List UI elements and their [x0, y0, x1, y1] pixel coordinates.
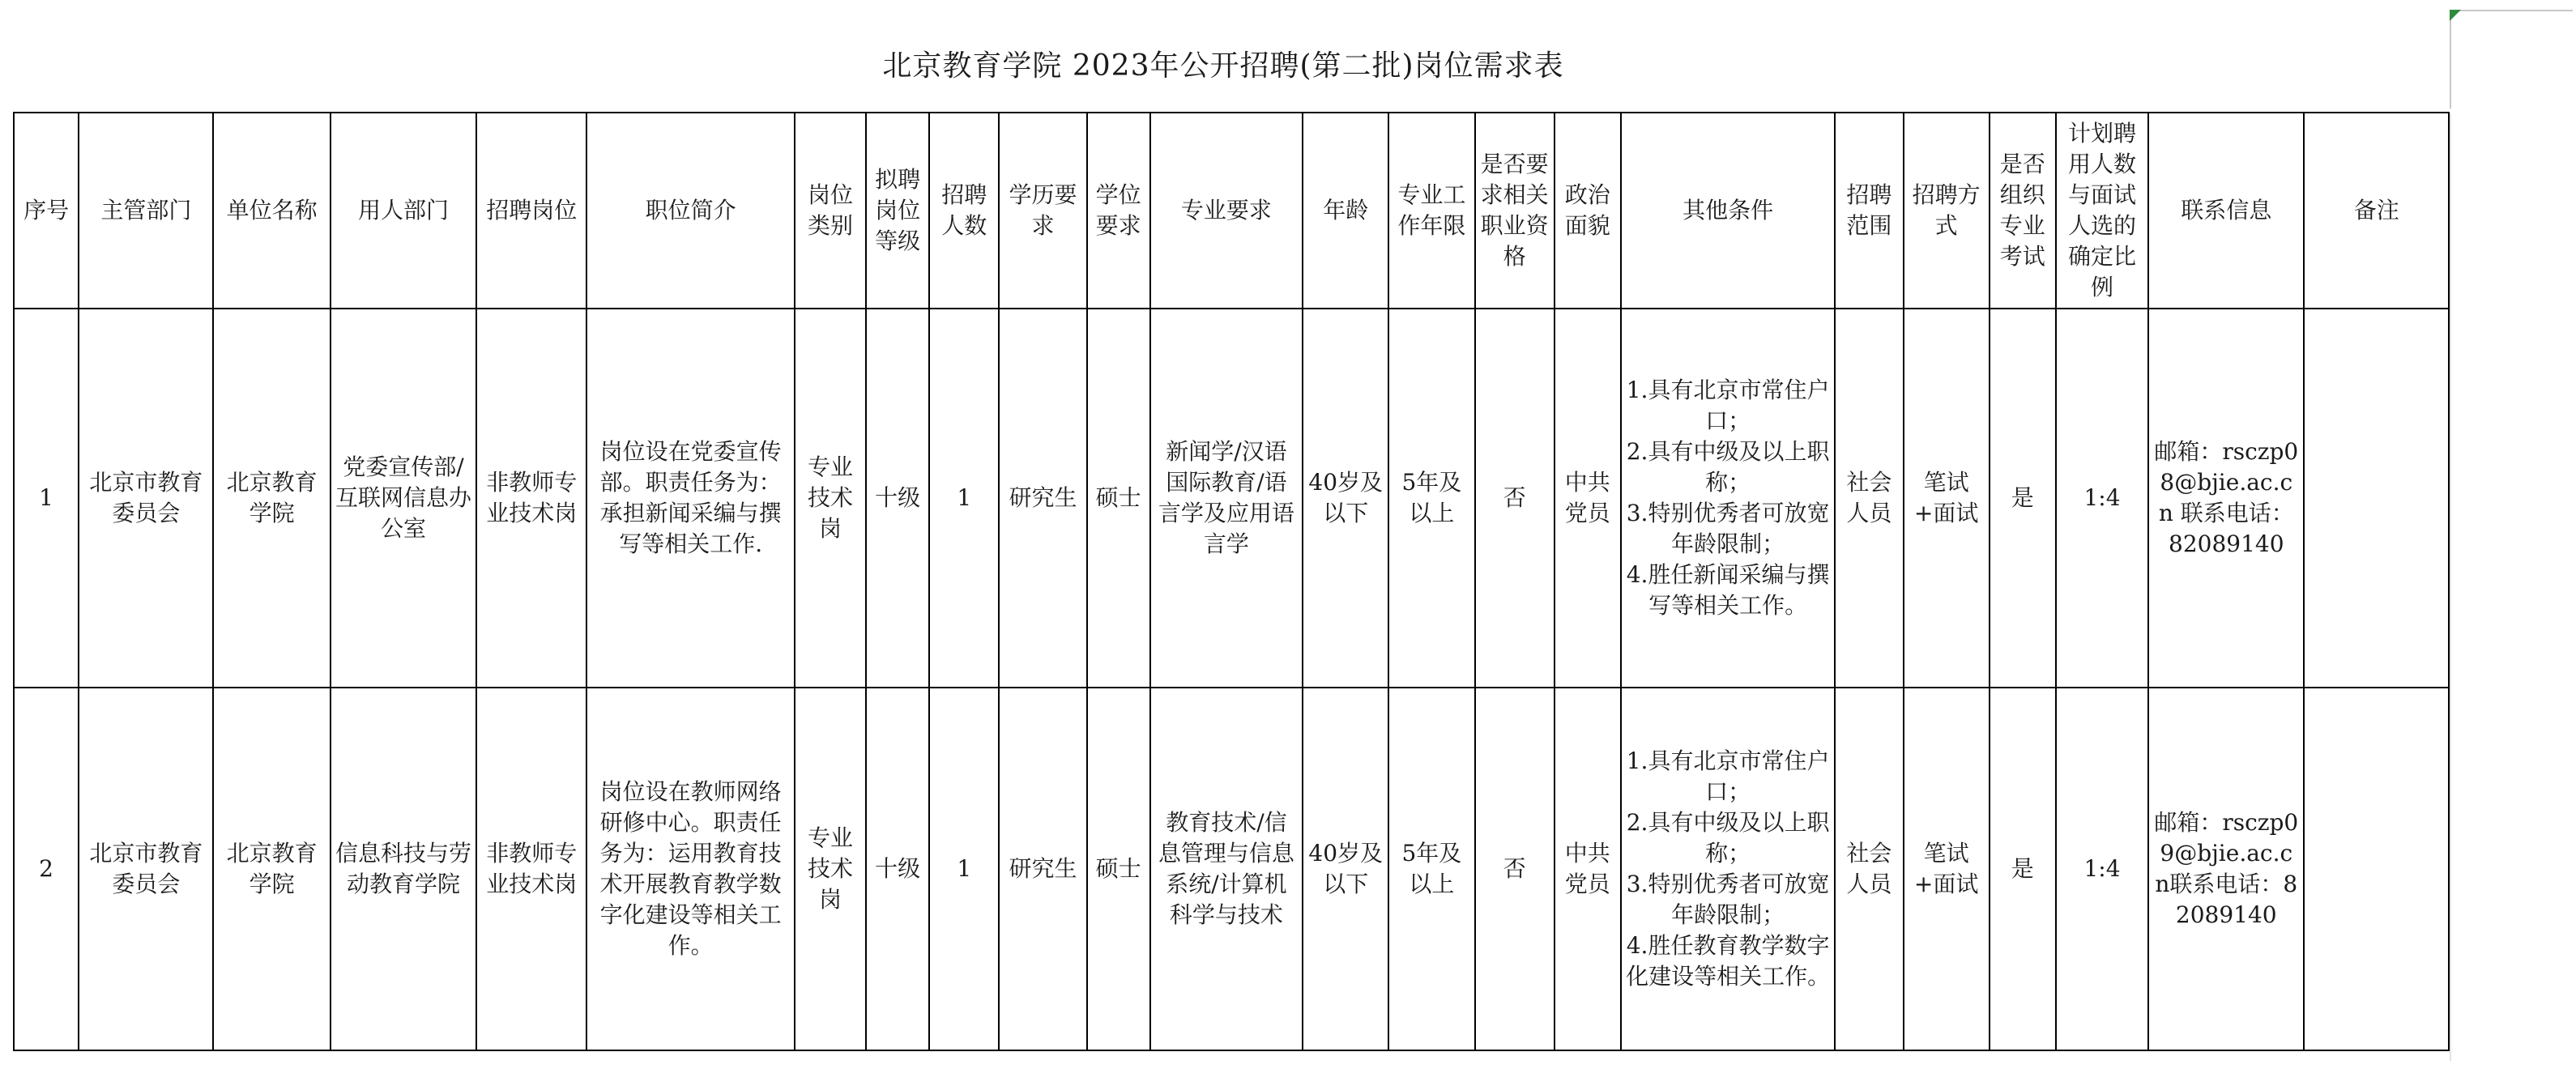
cell-remark: [2304, 309, 2449, 688]
table-row: [14, 688, 2449, 1050]
cell-cert: 否: [1475, 309, 1555, 688]
condition-line: 3.特别优秀者可放宽年龄限制；: [1626, 500, 1830, 557]
cell-method: 笔试+面试: [1904, 309, 1990, 688]
sheet-corner-flag-icon: [2450, 10, 2461, 21]
cell-other: [1621, 309, 1836, 688]
cell-contact: 邮箱：rsczp08@bjie.ac.cn 联系电话：82089140: [2148, 309, 2304, 688]
header-cell: 政治面貌: [1555, 113, 1621, 309]
cell-scope: 社会人员: [1835, 688, 1903, 1050]
cell-major: 新闻学/汉语国际教育/语言学及应用语言学: [1150, 309, 1303, 688]
header-cell: 序号: [14, 113, 79, 309]
header-cell: 拟聘岗位等级: [866, 113, 929, 309]
header-cell: 岗位类别: [795, 113, 866, 309]
cell-level: 十级: [866, 688, 929, 1050]
header-cell: 单位名称: [213, 113, 330, 309]
cell-dept: 北京市教育委员会: [79, 309, 213, 688]
condition-line: 2.具有中级及以上职称；: [1626, 438, 1830, 496]
header-cell: 职位简介: [586, 113, 795, 309]
cell-level: 十级: [866, 309, 929, 688]
cell-edu: 研究生: [999, 309, 1086, 688]
cell-political: 中共党员: [1555, 309, 1621, 688]
cell-user-dept: 党委宣传部/互联网信息办公室: [331, 309, 476, 688]
cell-count: 1: [929, 309, 999, 688]
condition-line: 2.具有中级及以上职称；: [1626, 809, 1830, 867]
header-cell: 备注: [2304, 113, 2449, 309]
cell-exam: 是: [1990, 688, 2056, 1050]
header-row: [14, 113, 2449, 309]
cell-cert: 否: [1475, 688, 1555, 1050]
condition-line: 4.胜任教育教学数字化建设等相关工作。: [1626, 932, 1831, 990]
header-cell: 学位要求: [1087, 113, 1150, 309]
header-cell: 招聘岗位: [476, 113, 586, 309]
cell-years: 5年及以上: [1388, 309, 1474, 688]
header-cell: 招聘方式: [1904, 113, 1990, 309]
header-cell: 是否要求相关职业资格: [1475, 113, 1555, 309]
cell-years: 5年及以上: [1388, 688, 1474, 1050]
cell-category: 专业技术岗: [795, 688, 866, 1050]
recruitment-table: [13, 112, 2450, 1051]
cell-desc: 岗位设在教师网络研修中心。职责任务为：运用教育技术开展教育教学数字化建设等相关工作。: [586, 688, 795, 1050]
condition-line: 3.特别优秀者可放宽年龄限制；: [1626, 871, 1830, 928]
condition-line: 4.胜任新闻采编与撰写等相关工作。: [1626, 561, 1830, 619]
sheet-gridline: [2450, 113, 2451, 1061]
cell-other: [1621, 688, 1836, 1050]
cell-position: 非教师专业技术岗: [476, 309, 586, 688]
cell-unit: 北京教育学院: [213, 309, 330, 688]
header-cell: 联系信息: [2148, 113, 2304, 309]
cell-remark: [2304, 688, 2449, 1050]
table-row: [14, 309, 2449, 688]
condition-line: 1.具有北京市常住户口；: [1626, 747, 1830, 805]
page-title: 北京教育学院 2023年公开招聘(第二批)岗位需求表: [882, 49, 1564, 83]
cell-edu: 研究生: [999, 688, 1086, 1050]
header-cell: 学历要求: [999, 113, 1086, 309]
cell-unit: 北京教育学院: [213, 688, 330, 1050]
header-cell: 招聘人数: [929, 113, 999, 309]
header-cell: 年龄: [1303, 113, 1388, 309]
cell-degree: 硕士: [1087, 309, 1150, 688]
cell-method: 笔试+面试: [1904, 688, 1990, 1050]
header-cell: 其他条件: [1621, 113, 1836, 309]
cell-contact: 邮箱：rsczp09@bjie.ac.cn联系电话：82089140: [2148, 688, 2304, 1050]
cell-position: 非教师专业技术岗: [476, 688, 586, 1050]
cell-dept: 北京市教育委员会: [79, 688, 213, 1050]
cell-ratio: 1:4: [2056, 688, 2148, 1050]
cell-category: 专业技术岗: [795, 309, 866, 688]
cell-scope: 社会人员: [1835, 309, 1903, 688]
cell-desc: 岗位设在党委宣传部。职责任务为：承担新闻采编与撰写等相关工作.: [586, 309, 795, 688]
header-cell: 专业工作年限: [1388, 113, 1474, 309]
cell-count: 1: [929, 688, 999, 1050]
cell-seq: 2: [14, 688, 79, 1050]
header-cell: 计划聘用人数与面试人选的确定比例: [2056, 113, 2148, 309]
cell-major: 教育技术/信息管理与信息系统/计算机科学与技术: [1150, 688, 1303, 1050]
condition-line: 1.具有北京市常住户口；: [1626, 377, 1830, 434]
header-cell: 主管部门: [79, 113, 213, 309]
cell-political: 中共党员: [1555, 688, 1621, 1050]
header-cell: 专业要求: [1150, 113, 1303, 309]
cell-degree: 硕士: [1087, 688, 1150, 1050]
cell-user-dept: 信息科技与劳动教育学院: [331, 688, 476, 1050]
cell-seq: 1: [14, 309, 79, 688]
header-cell: 是否组织专业考试: [1990, 113, 2056, 309]
cell-age: 40岁及以下: [1303, 688, 1388, 1050]
cell-ratio: 1:4: [2056, 309, 2148, 688]
cell-exam: 是: [1990, 309, 2056, 688]
header-cell: 招聘范围: [1835, 113, 1903, 309]
header-cell: 用人部门: [331, 113, 476, 309]
sheet-corner-marker: [2450, 10, 2573, 109]
cell-age: 40岁及以下: [1303, 309, 1388, 688]
